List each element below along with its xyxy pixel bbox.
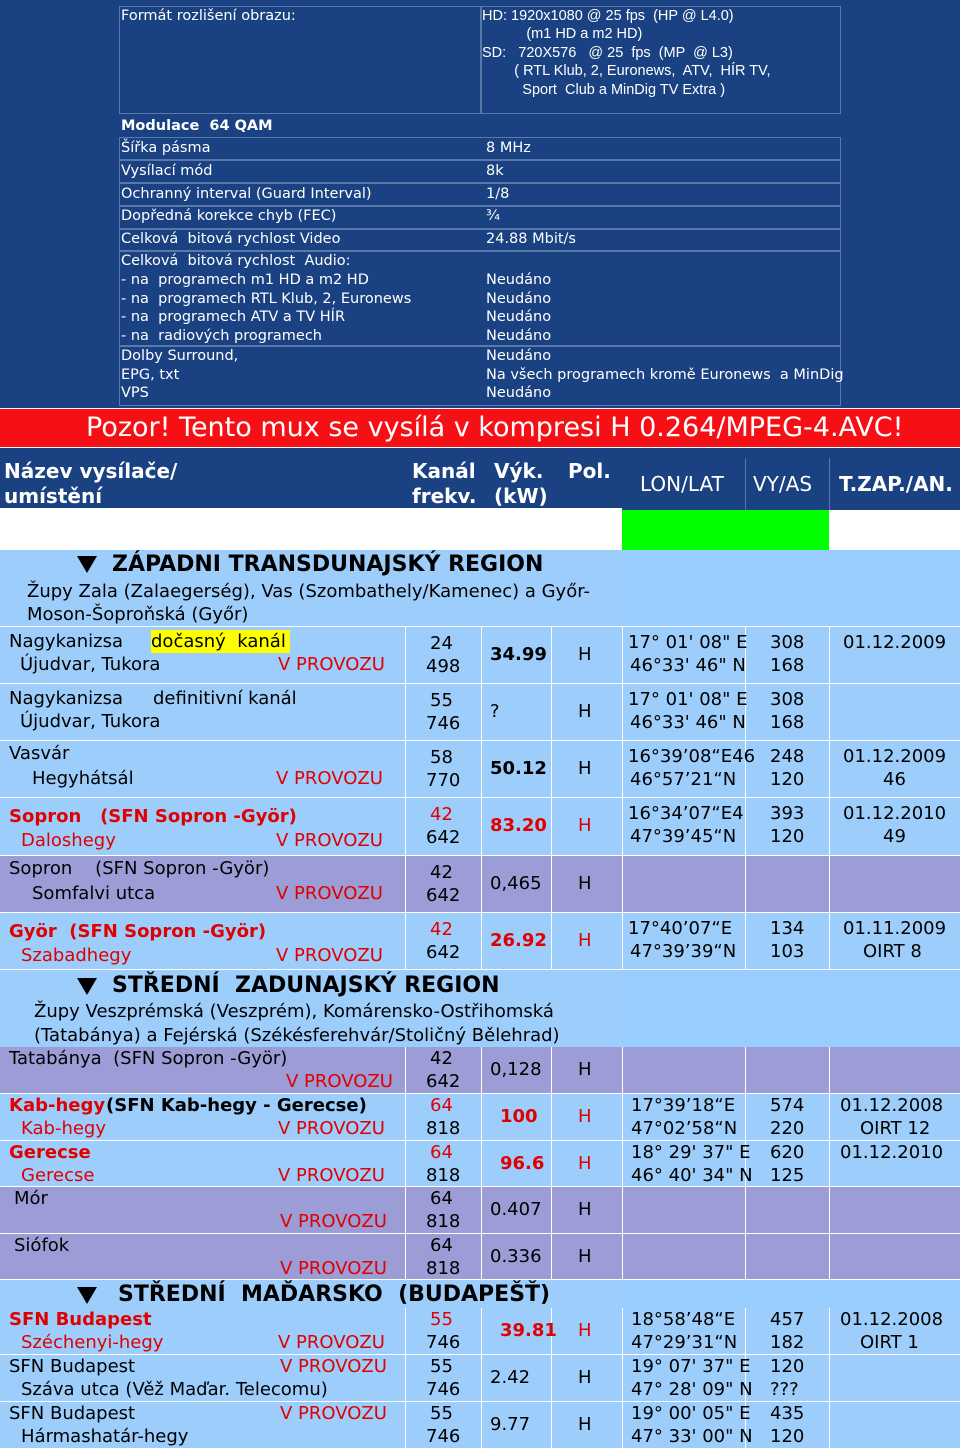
extra-label: EPG, txt [121,367,180,383]
grid-line [405,1355,406,1401]
extra-value: Neudáno [486,348,552,364]
compression-warning [0,409,960,447]
station-location: Gerecse [21,1165,95,1186]
latitude: 47°29’31“N [631,1332,738,1353]
polarization: H [578,1414,592,1435]
latitude: 47°02’58“N [631,1118,738,1139]
grid-line [405,1187,406,1233]
channel-number: 42 [430,804,453,825]
longitude: 18° 29' 37" E [631,1142,751,1163]
channel-number: 42 [430,1048,453,1069]
triangle-down-icon [77,978,97,995]
latitude: 47°39’45“N [630,826,737,847]
channel-number: 64 [430,1142,453,1163]
grid-line [745,1187,746,1233]
station-name: SFN Budapest [9,1309,152,1330]
latitude: 46°33' 46" N [630,712,746,733]
grid-line [829,1047,830,1093]
grid-line [481,741,482,797]
grid-line [622,1047,623,1093]
station-status: V PROVOZU [278,654,385,675]
channel-number: 64 [430,1235,453,1256]
grid-line [829,1355,830,1401]
power: 50.12 [490,758,547,779]
station-location: Daloshegy [21,830,116,851]
grid-line [622,1094,623,1140]
channel-number: 42 [430,862,453,883]
station-name: Tatabánya (SFN Sopron -Györ) [9,1048,288,1069]
latitude: 46° 40' 34" N [631,1165,753,1186]
station-name: Kab-hegy [9,1095,106,1116]
latitude: 46°33' 46" N [630,655,746,676]
grid-line [622,1355,623,1401]
station-location: Újudvar, Tukora [20,654,161,675]
longitude: 16°39’08“E46 [628,746,756,767]
grid-line [481,684,482,740]
grid-line [829,684,830,740]
triangle-down-icon [77,556,97,573]
grid-line [551,856,552,912]
spec-value: ¾ [486,208,501,224]
grid-line [405,1141,406,1186]
station-status: V PROVOZU [280,1211,387,1232]
station-name: Györ (SFN Sopron -Györ) [9,921,267,942]
grid-line [622,1141,623,1186]
table-row [0,1234,960,1279]
station-status: V PROVOZU [286,1071,393,1092]
station-tag: definitivní kanál [153,688,297,709]
antenna-height: 393 [770,803,805,824]
polarization: H [578,644,592,665]
start-date: 01.12.2009 [843,746,947,767]
grid-line [622,798,623,855]
grid-line [745,798,746,855]
station-status: V PROVOZU [276,945,383,966]
grid-line [481,913,482,969]
station-location: Széchenyi-hegy [21,1332,164,1353]
longitude: 19° 07' 37" E [631,1356,751,1377]
grid-line [829,1187,830,1233]
grid-line [481,798,482,855]
station-status: V PROVOZU [276,883,383,904]
region-title: STŘEDNÍ ZADUNAJSKÝ REGION [112,973,500,998]
above-sea: 120 [770,826,805,847]
grid-line [829,1094,830,1140]
audio-label: - na radiových programech [121,328,322,344]
longitude: 17°40’07“E [628,918,733,939]
start-date: 01.12.2009 [843,632,947,653]
start-date: 01.12.2010 [843,803,947,824]
audio-value: Neudáno [486,309,552,325]
antenna-height: 308 [770,632,805,653]
grid-line [481,1094,482,1140]
region-desc: Moson-Šoproňská (Győr) [27,604,249,625]
region-title: ZÁPADNI TRANSDUNAJSKÝ REGION [112,552,544,577]
grid-line [551,1402,552,1448]
station-status: V PROVOZU [280,1356,387,1377]
table-row [0,1141,960,1186]
start-date: 01.12.2010 [840,1142,944,1163]
grid-line [829,627,830,683]
region-header-right [622,970,960,1047]
grid-line [551,684,552,740]
power: 0.407 [490,1199,542,1220]
above-sea: 103 [770,941,805,962]
antenna-height: 248 [770,746,805,767]
station-location: Szabadhegy [21,945,132,966]
frequency: 746 [426,713,461,734]
latitude: 47° 28' 09" N [631,1379,753,1400]
frequency: 746 [426,1332,461,1353]
start-date: 01.11.2009 [843,918,947,939]
start-date: 01.12.2008 [840,1309,944,1330]
antenna-height: 134 [770,918,805,939]
grid-line [622,1402,623,1448]
antenna-height: 435 [770,1403,805,1424]
frequency: 818 [426,1165,461,1186]
spec-label: Dopředná korekce chyb (FEC) [121,208,337,224]
frequency: 818 [426,1258,461,1279]
header-power: Výk. (kW) [494,459,548,508]
above-sea: 120 [770,769,805,790]
warning-text: Pozor! Tento mux se vysílá v kompresi H 0.264/MPEG-4.AVC! [86,412,904,443]
region-desc: Župy Zala (Zalaegerség), Vas (Szombathely/Kamenec) a Győr- [27,581,590,602]
polarization: H [578,1367,592,1388]
polarization: H [578,1153,592,1174]
audio-label: Celková bitová rychlost Audio: [121,253,351,269]
spec-value: 24.88 Mbit/s [486,231,576,247]
spec-label: Ochranný interval (Guard Interval) [121,186,372,202]
above-sea: 220 [770,1118,805,1139]
spec-value: 1/8 [486,186,510,202]
station-location: Újudvar, Tukora [20,711,161,732]
station-name: Vasvár [9,743,70,764]
table-row [0,741,960,797]
audio-label: - na programech ATV a TV HÍR [121,309,346,325]
above-sea: 168 [770,655,805,676]
above-sea: 125 [770,1165,805,1186]
station-status: V PROVOZU [280,1258,387,1279]
frequency: 818 [426,1211,461,1232]
station-name: Nagykanizsa [9,631,123,652]
grid-line [405,1234,406,1279]
grid-line [551,913,552,969]
region-desc: Župy Veszprémská (Veszprém), Komárensko-Ostřihomská [34,1001,554,1022]
polarization: H [578,1199,592,1220]
power: 83.20 [490,815,547,836]
station-location: Somfalvi utca [32,883,156,904]
above-sea: 120 [770,1426,805,1447]
grid-line [745,1234,746,1279]
longitude: 19° 00' 05" E [631,1403,751,1424]
polarization: H [578,873,592,894]
format-line: ( RTL Klub, 2, Euronews, ATV, HÍR TV, [482,63,771,79]
spec-row [119,137,841,160]
grid-line [829,1308,830,1354]
station-status: V PROVOZU [278,1118,385,1139]
station-name: SFN Budapest [9,1403,136,1424]
grid-line [829,1402,830,1448]
spec-value: 8k [486,163,504,179]
spec-label: Celková bitová rychlost Video [121,231,341,247]
antenna-height: 457 [770,1309,805,1330]
latitude: 47° 33' 00" N [631,1426,753,1447]
polarization: H [578,1246,592,1267]
longitude: 16°34’07“E4 [628,803,744,824]
header-right [622,458,960,510]
channel-note: OIRT 12 [860,1118,931,1139]
spec-label: Vysílací mód [121,163,213,179]
format-line: Sport Club a MinDig TV Extra ) [482,82,726,98]
channel-note: OIRT 8 [863,941,922,962]
grid-line [405,856,406,912]
longitude: 17° 01' 08" E [628,632,748,653]
station-name: Gerecse [9,1142,91,1163]
grid-line [745,1094,746,1140]
grid-line [481,1355,482,1401]
grid-line [745,913,746,969]
header-pol: Pol. [568,459,611,483]
grid-line [481,856,482,912]
station-location: Hegyhátsál [32,768,134,789]
grid-line [405,798,406,855]
channel-number: 58 [430,747,453,768]
grid-line [829,798,830,855]
frequency: 770 [426,770,461,791]
channel-note: 46 [883,769,906,790]
antenna-height: 620 [770,1142,805,1163]
grid-line [405,1402,406,1448]
grid-line [481,627,482,683]
power: 9.77 [490,1414,531,1435]
header-channel: Kanál frekv. [412,459,477,508]
grid-line [829,741,830,797]
power: 26.92 [490,930,547,951]
format-line: HD: 1920x1080 @ 25 fps (HP @ L4.0) [482,8,734,24]
header-name: Název vysílače/ umístění [4,459,178,508]
audio-value: Neudáno [486,291,552,307]
spec-value: 8 MHz [486,140,531,156]
specs-panel [0,0,960,408]
longitude: 17°39’18“E [631,1095,736,1116]
station-name: Sopron (SFN Sopron -Györ) [9,858,270,879]
polarization: H [578,758,592,779]
grid-line [551,1187,552,1233]
grid-line [551,627,552,683]
grid-line [622,1234,623,1279]
frequency: 498 [426,656,461,677]
grid-line [481,1402,482,1448]
polarization: H [578,701,592,722]
power: 39.81 [500,1320,557,1341]
modulation: Modulace 64 QAM [121,118,273,134]
channel-number: 42 [430,919,453,940]
header-height: VY/AS [753,472,813,496]
channel-note: OIRT 1 [860,1332,919,1353]
frequency: 642 [426,827,461,848]
antenna-height: 574 [770,1095,805,1116]
grid-line [622,913,623,969]
grid-line [622,684,623,740]
power: 34.99 [490,644,547,665]
table-row [0,1187,960,1233]
grid-line [551,1141,552,1186]
grid-line [622,1187,623,1233]
station-tag: (SFN Kab-hegy - Gerecse) [106,1095,367,1116]
grid-line [622,741,623,797]
grid-line [745,856,746,912]
grid-line [829,1141,830,1186]
grid-line [551,1234,552,1279]
channel-number: 24 [430,633,453,654]
header-lonlat: LON/LAT [640,472,724,496]
station-status: V PROVOZU [276,768,383,789]
region-header-right [622,1280,960,1308]
frequency: 642 [426,885,461,906]
audio-value: Neudáno [486,328,552,344]
latitude: 47°39’39“N [630,941,737,962]
polarization: H [578,1106,592,1127]
frequency: 746 [426,1379,461,1400]
station-name: Sopron (SFN Sopron -Györ) [9,806,297,827]
station-name: SFN Budapest [9,1356,136,1377]
channel-number: 55 [430,690,453,711]
start-date: 01.12.2008 [840,1095,944,1116]
frequency: 642 [426,942,461,963]
grid-line [829,856,830,912]
longitude: 18°58’48“E [631,1309,736,1330]
format-line: SD: 720X576 @ 25 fps (MP @ L3) [482,45,733,61]
frequency: 818 [426,1118,461,1139]
grid-line [622,856,623,912]
grid-line [481,1308,482,1354]
grid-line [551,1094,552,1140]
antenna-height: 308 [770,689,805,710]
above-sea: ??? [770,1379,799,1400]
grid-line [405,913,406,969]
channel-number: 55 [430,1356,453,1377]
grid-line [745,1047,746,1093]
grid-line [622,1308,623,1354]
channel-number: 64 [430,1188,453,1209]
above-sea: 168 [770,712,805,733]
grid-line [405,741,406,797]
grid-line [481,1234,482,1279]
format-label: Formát rozlišení obrazu: [121,8,296,24]
grid-line [551,798,552,855]
station-location: Kab-hegy [21,1118,106,1139]
frequency: 746 [426,1426,461,1447]
channel-note: 49 [883,826,906,847]
spec-label: Šířka pásma [121,140,211,156]
spec-row [119,160,841,183]
antenna-height: 120 [770,1356,805,1377]
latitude: 46°57’21“N [630,769,737,790]
station-status: V PROVOZU [280,1403,387,1424]
grid-line [481,1047,482,1093]
station-name: Nagykanizsa [9,688,123,709]
region-desc: (Tatabánya) a Fejérská (Székésferehvár/Stoličný Bělehrad) [34,1025,560,1046]
grid-line [622,627,623,683]
station-tag: dočasný kanál [151,630,290,653]
polarization: H [578,1059,592,1080]
white-fill [829,510,960,550]
grid-line [405,684,406,740]
station-status: V PROVOZU [278,1332,385,1353]
grid-line [405,1094,406,1140]
longitude: 17° 01' 08" E [628,689,748,710]
extra-value: Na všech programech kromě Euronews a MinDig [486,367,844,383]
extra-label: Dolby Surround, [121,348,239,364]
station-location: Hármashatár-hegy [21,1426,189,1447]
power: 0.336 [490,1246,542,1267]
audio-value: Neudáno [486,272,552,288]
grid-line [405,627,406,683]
grid-line [745,1308,746,1354]
extra-value: Neudáno [486,385,552,401]
green-fill [622,510,829,550]
region-header-right [622,550,960,626]
grid-line [829,913,830,969]
power: 2.42 [490,1367,531,1388]
station-name: Mór [14,1188,48,1209]
polarization: H [578,815,592,836]
grid-line [551,741,552,797]
power: 100 [500,1106,538,1127]
channel-number: 55 [430,1403,453,1424]
audio-label: - na programech RTL Klub, 2, Euronews [121,291,412,307]
grid-line [481,1187,482,1233]
header-date: T.ZAP./AN. [839,472,953,496]
audio-label: - na programech m1 HD a m2 HD [121,272,369,288]
grid-line [551,1047,552,1093]
power: 0,128 [490,1059,542,1080]
above-sea: 182 [770,1332,805,1353]
format-line: (m1 HD a m2 HD) [482,26,643,42]
grid-line [481,1141,482,1186]
channel-number: 55 [430,1309,453,1330]
station-status: V PROVOZU [278,1165,385,1186]
polarization: H [578,930,592,951]
region-title: STŘEDNÍ MAĎARSKO (BUDAPEŠŤ) [118,1282,551,1307]
extra-label: VPS [121,385,149,401]
grid-line [829,1234,830,1279]
station-status: V PROVOZU [276,830,383,851]
channel-number: 64 [430,1095,453,1116]
grid-line [0,1448,960,1449]
station-name: Siófok [14,1235,70,1256]
frequency: 642 [426,1071,461,1092]
triangle-down-icon [77,1287,97,1304]
power: ? [490,701,500,722]
power: 96.6 [500,1153,545,1174]
grid-line [405,1047,406,1093]
station-location: Száva utca (Věž Maďar. Telecomu) [21,1379,328,1400]
power: 0,465 [490,873,542,894]
grid-line [551,1355,552,1401]
polarization: H [578,1320,592,1341]
grid-line [405,1308,406,1354]
